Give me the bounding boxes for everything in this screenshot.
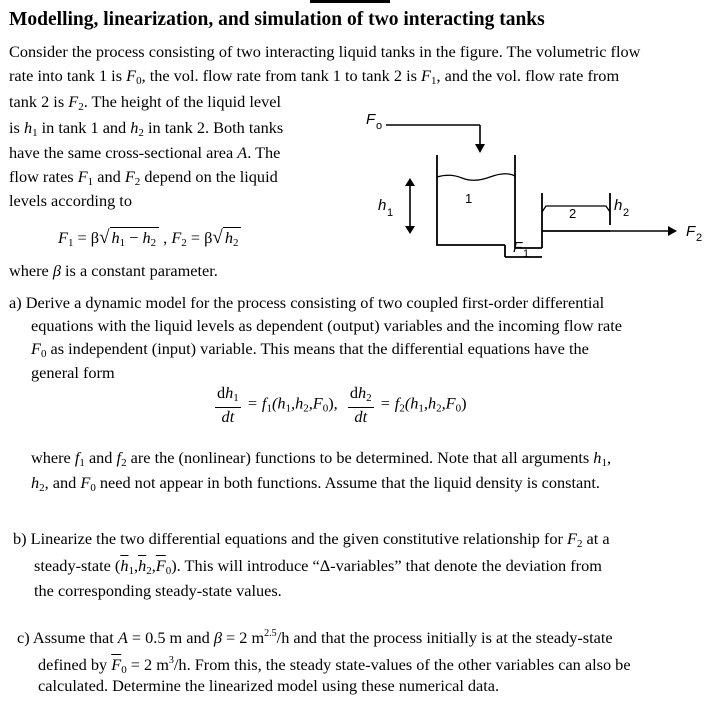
intro-line-3: tank 2 is $F_2$. The height of the liquid level	[9, 92, 281, 113]
question-b-line-3: the corresponding steady-state values.	[34, 581, 282, 600]
question-a-line-6: $h_2$, and $F_0$ need not appear in both functions. Assume that the liquid density is constant.	[31, 473, 600, 494]
tank-1-walls	[437, 155, 515, 245]
h1-arrow-up-icon	[405, 178, 415, 186]
question-a-line-1: a) Derive a dynamic model for the process consisting of two coupled first-order differential	[9, 293, 605, 312]
intro-line-1: Consider the process consisting of two interacting liquid tanks in the figure. The volumetric flow	[9, 42, 641, 61]
question-a-line-4: general form	[31, 363, 115, 382]
tank-2-label: 2	[569, 206, 577, 221]
question-a-line-3: $F_0$ as independent (input) variable. This means that the differential equations have the	[31, 339, 589, 360]
f1-sub: 1	[523, 248, 530, 260]
f2-sub: 2	[696, 232, 703, 244]
intro-line-2: rate into tank 1 is $F_0$, the vol. flow rate from tank 1 to tank 2 is $F_1$, and the vol. flow rate from	[9, 66, 620, 87]
h1-label: h	[378, 197, 387, 214]
intro-line-4: is $h_1$ in tank 1 and $h_2$ in tank 2. Both tanks	[9, 118, 284, 139]
f0-sub: o	[376, 120, 383, 132]
h1-arrow-down-icon	[405, 226, 415, 234]
h2-label: h	[614, 197, 623, 214]
h1-sub: 1	[387, 207, 394, 219]
question-a-line-2: equations with the liquid levels as dependent (output) variables and the incoming flow rate	[31, 316, 622, 335]
two-tanks-figure	[340, 100, 720, 270]
general-form-equations: $\frac{dh_1}{dt}$ = $f_1(h_1,h_2,F_0)$, $\frac{dh_2}{dt}$ = $f_2(h_1,h_2,F_0)$	[217, 383, 467, 426]
intro-line-8: where β is a constant parameter.	[9, 261, 218, 280]
question-c-line-2: defined by $\overline{F}_0 = 2$ $m^3/h$. From this, the steady state-values of the other variables can also be	[38, 655, 631, 676]
h2-sub: 2	[623, 207, 630, 219]
f2-label: F	[686, 223, 696, 240]
flow-equations: $F_1 = \beta√$ $h_1 - h_2$ , $F_2 = \beta√$ $h_2$	[58, 226, 241, 255]
page-title: Modelling, linearization, and simulation of two interacting tanks	[9, 9, 545, 30]
tank-1-label: 1	[465, 191, 473, 206]
f1-label: F	[513, 239, 523, 256]
top-rule	[310, 0, 390, 3]
question-a-line-5: where $f_1$ and $f_2$ are the (nonlinear) functions to be determined. Note that all arguments $h_1$,	[31, 448, 612, 469]
intro-line-7: levels according to	[9, 191, 132, 210]
tank-1-level	[437, 174, 515, 181]
f0-label: F	[366, 111, 376, 128]
question-b-line-1: b) Linearize the two differential equations and the given constitutive relationship for $F_2$ at a	[13, 529, 610, 550]
question-b-line-2: steady-state $(\overline{h}_1,\overline{h}_2,\overline{F}_0)$. This will introduce “Δ-variables” that denote the deviation from	[34, 556, 602, 577]
question-c-line-1: c) Assume that A = 0.5 m and β = 2 $m^{2.5}/h$ and that the process initially is at the steady-state	[17, 628, 613, 647]
outflow-arrow-icon	[668, 226, 677, 236]
inflow-arrow-icon	[475, 144, 485, 153]
question-c-line-3: calculated. Determine the linearized model using these numerical data.	[38, 676, 500, 695]
intro-line-6: flow rates $F_1$ and $F_2$ depend on the liquid	[9, 167, 278, 188]
intro-line-5: have the same cross-sectional area A. The	[9, 143, 281, 162]
